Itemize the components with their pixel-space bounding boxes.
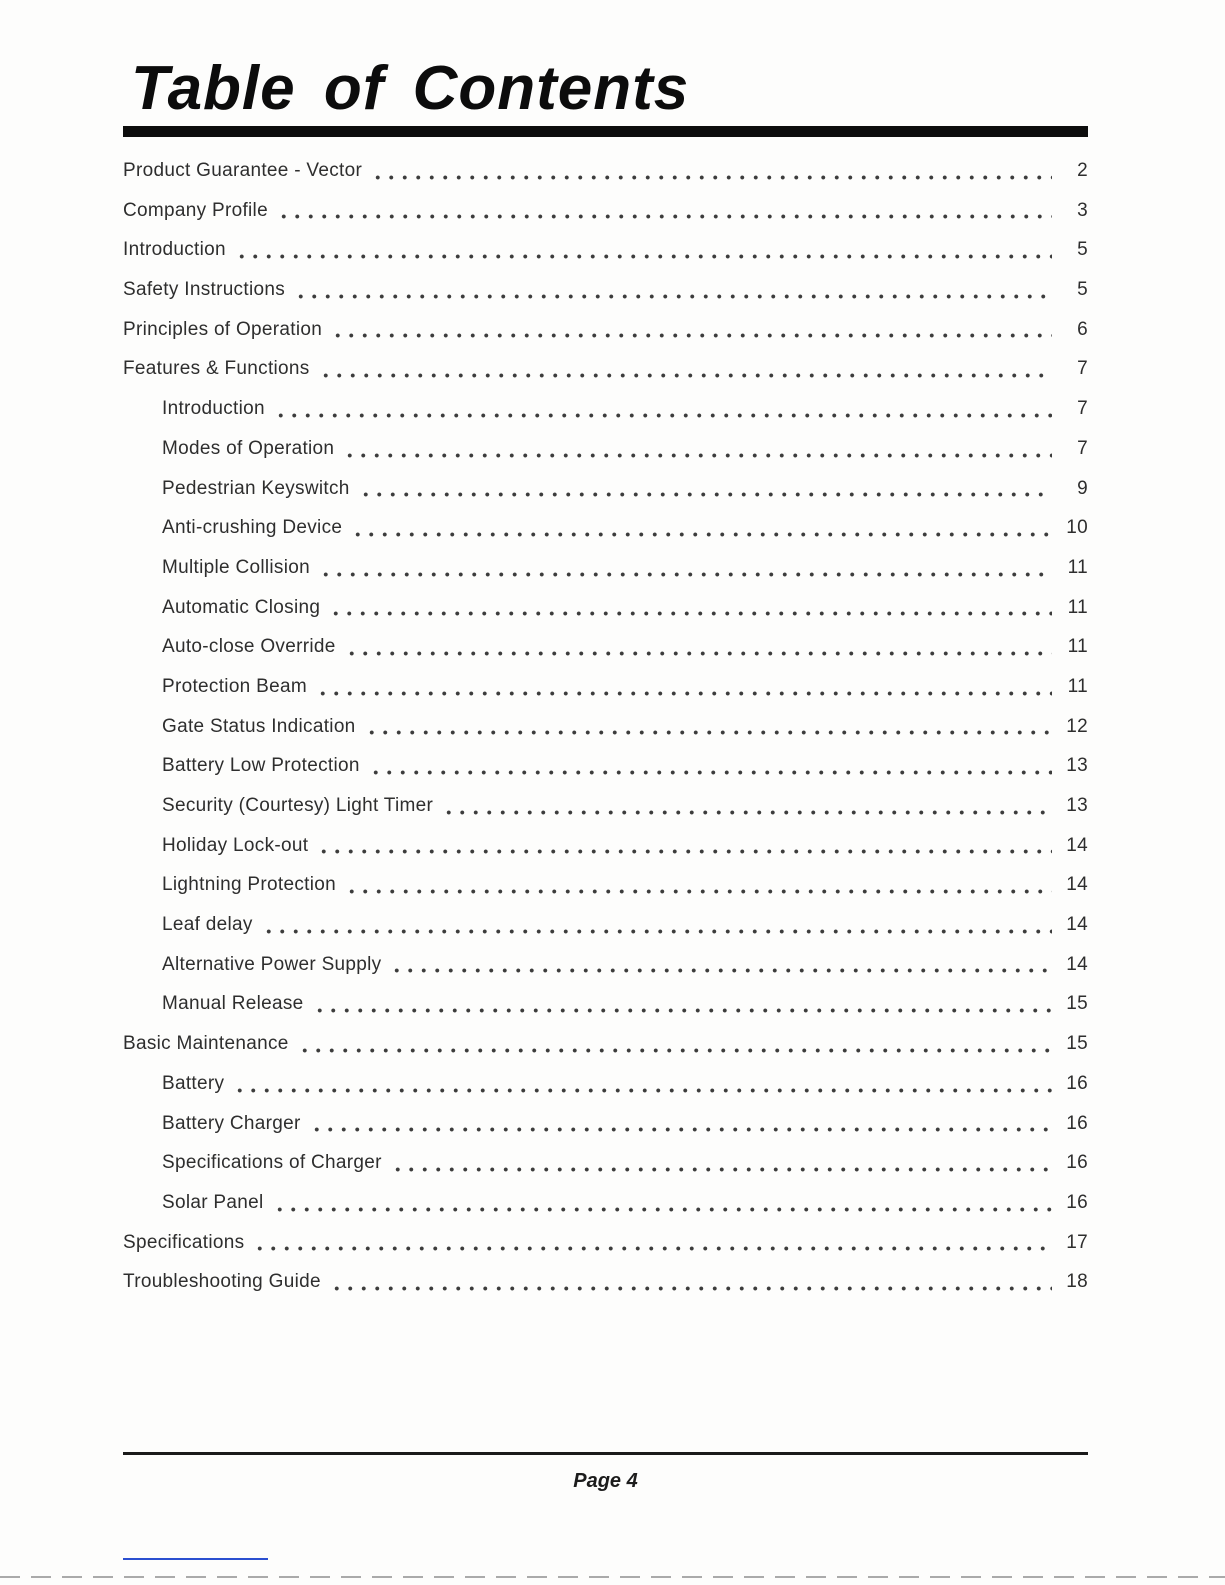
toc-entry — [123, 508, 1088, 548]
toc-entry-label: Basic Maintenance — [123, 1033, 289, 1055]
toc-entry-label: Gate Status Indication — [162, 715, 356, 737]
toc-entry-page: 7 — [1077, 398, 1088, 420]
toc-entry — [123, 349, 1088, 389]
toc-entry-label: Features & Functions — [123, 358, 310, 380]
toc-entry-label: Battery — [162, 1072, 225, 1094]
toc-entry-page: 7 — [1077, 437, 1088, 459]
dot-leader — [233, 1064, 1052, 1104]
toc-entry-label: Anti-crushing Device — [162, 517, 343, 539]
dot-leader — [442, 786, 1052, 826]
toc-entry-page: 2 — [1077, 160, 1088, 181]
toc-entry — [123, 1104, 1088, 1144]
toc-entry — [123, 588, 1088, 628]
toc-entry-page: 3 — [1077, 199, 1088, 221]
dot-leader — [310, 1104, 1052, 1144]
toc-entry-label: Leaf delay — [162, 914, 253, 936]
dot-leader — [319, 349, 1052, 389]
toc-entry-label: Holiday Lock-out — [162, 834, 309, 856]
toc-entry — [123, 389, 1088, 429]
toc-entry-page: 10 — [1066, 517, 1088, 539]
toc-entry — [123, 151, 1088, 191]
toc-entry — [123, 984, 1088, 1024]
toc-entry-page: 13 — [1066, 755, 1088, 777]
toc-entry-label: Security (Courtesy) Light Timer — [162, 795, 434, 816]
toc-entry-label: Manual Release — [162, 993, 304, 1015]
toc-entry-label: Lightning Protection — [162, 874, 336, 896]
toc-entry-label: Protection Beam — [162, 675, 307, 697]
toc-entry-page: 14 — [1066, 874, 1088, 896]
footer-rule — [123, 1452, 1088, 1455]
dot-leader — [365, 707, 1052, 747]
toc-entry-page: 16 — [1066, 1191, 1088, 1213]
toc-entry-page: 14 — [1066, 834, 1088, 856]
toc-entry — [123, 469, 1088, 509]
toc-entry — [123, 627, 1088, 667]
toc-entry-page: 5 — [1077, 239, 1088, 261]
toc-entry-label: Product Guarantee - Vector — [123, 160, 363, 181]
dot-leader — [273, 1183, 1052, 1223]
toc-entry-page: 11 — [1067, 675, 1088, 697]
dot-leader — [317, 826, 1052, 866]
toc-entry-page: 14 — [1066, 953, 1088, 975]
toc-entry-label: Battery Low Protection — [162, 755, 360, 777]
toc-entry-page: 9 — [1077, 477, 1088, 499]
toc-entry-page: 15 — [1066, 1033, 1088, 1055]
dot-leader — [369, 746, 1052, 786]
toc-entry-label: Multiple Collision — [162, 556, 310, 578]
toc-entry-label: Automatic Closing — [162, 596, 321, 618]
toc-entry-page: 7 — [1077, 358, 1088, 380]
dot-leader — [235, 230, 1052, 270]
toc-entry-page: 15 — [1066, 993, 1088, 1015]
toc-entry-label: Specifications — [123, 1231, 245, 1253]
dot-leader — [319, 548, 1052, 588]
toc-entry-page: 11 — [1067, 556, 1088, 578]
toc-entry-label: Company Profile — [123, 199, 268, 221]
toc-entry-label: Safety Instructions — [123, 279, 285, 301]
toc-entry-page: 6 — [1077, 318, 1088, 340]
toc-entry-label: Solar Panel — [162, 1191, 264, 1213]
dot-leader — [277, 191, 1052, 231]
toc-entry-label: Introduction — [123, 239, 226, 261]
toc-entry-page: 16 — [1066, 1152, 1088, 1174]
dot-leader — [298, 1024, 1052, 1064]
toc-entry — [123, 1223, 1088, 1263]
toc-entry — [123, 1183, 1088, 1223]
toc-entry-page: 17 — [1066, 1231, 1088, 1253]
toc-entry — [123, 707, 1088, 747]
footer-link-underline — [123, 1558, 268, 1560]
toc-entry — [123, 945, 1088, 985]
toc-entry-page: 16 — [1066, 1072, 1088, 1094]
toc-entry-page: 11 — [1067, 596, 1088, 618]
dot-leader — [294, 270, 1052, 310]
dot-leader — [316, 667, 1052, 707]
dot-leader — [371, 151, 1052, 191]
dot-leader — [330, 1262, 1052, 1302]
toc-entry-page: 16 — [1066, 1112, 1088, 1134]
toc-entry-page: 5 — [1077, 279, 1088, 301]
dot-leader — [262, 905, 1052, 945]
dot-leader — [345, 865, 1052, 905]
toc-entry — [123, 270, 1088, 310]
dot-leader — [253, 1223, 1052, 1263]
toc-entry — [123, 429, 1088, 469]
toc-entry — [123, 1024, 1088, 1064]
toc-entry — [123, 191, 1088, 231]
toc-entry-label: Auto-close Override — [162, 636, 336, 658]
toc-list — [123, 151, 1088, 1302]
page-number-footer: Page 4 — [573, 1470, 638, 1492]
dot-leader — [391, 1143, 1052, 1183]
toc-entry-page: 12 — [1066, 715, 1088, 737]
dot-leader — [390, 945, 1052, 985]
title-underline-rule — [123, 126, 1088, 137]
toc-entry — [123, 667, 1088, 707]
toc-entry — [123, 1143, 1088, 1183]
toc-entry-page: 14 — [1066, 914, 1088, 936]
toc-entry — [123, 230, 1088, 270]
toc-entry — [123, 826, 1088, 866]
scan-artifact-dashed-line — [0, 1576, 1225, 1578]
dot-leader — [313, 984, 1052, 1024]
toc-entry-label: Battery Charger — [162, 1112, 301, 1134]
toc-entry — [123, 548, 1088, 588]
dot-leader — [329, 588, 1052, 628]
dot-leader — [351, 508, 1052, 548]
toc-entry-page: 18 — [1066, 1271, 1088, 1293]
toc-entry-label: Introduction — [162, 398, 265, 420]
dot-leader — [359, 469, 1052, 509]
toc-entry — [123, 1064, 1088, 1104]
toc-entry — [123, 905, 1088, 945]
dot-leader — [331, 310, 1052, 350]
page-title: Table of Contents — [131, 54, 690, 123]
toc-entry-page: 11 — [1067, 636, 1088, 658]
toc-entry-label: Modes of Operation — [162, 437, 335, 459]
toc-entry-label: Pedestrian Keyswitch — [162, 477, 350, 499]
toc-entry-page: 13 — [1066, 795, 1088, 816]
toc-entry — [123, 310, 1088, 350]
toc-content — [123, 54, 1088, 1302]
toc-entry-label: Specifications of Charger — [162, 1152, 382, 1174]
dot-leader — [274, 389, 1052, 429]
toc-entry-label: Alternative Power Supply — [162, 953, 382, 975]
toc-entry — [123, 865, 1088, 905]
toc-entry-label: Principles of Operation — [123, 318, 323, 340]
toc-entry — [123, 786, 1088, 826]
dot-leader — [343, 429, 1052, 469]
dot-leader — [345, 627, 1052, 667]
toc-entry-label: Troubleshooting Guide — [123, 1271, 321, 1293]
toc-entry — [123, 1262, 1088, 1302]
toc-entry — [123, 746, 1088, 786]
